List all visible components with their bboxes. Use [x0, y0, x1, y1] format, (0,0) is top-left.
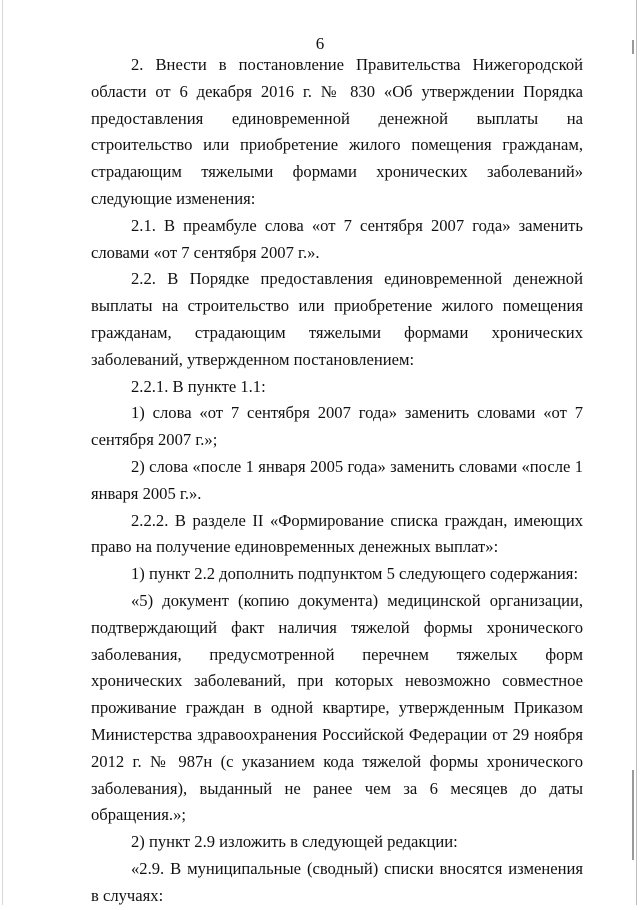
subitem-1-point-2-2: 1) пункт 2.2 дополнить подпунктом 5 следующего содержания:	[131, 564, 579, 584]
paragraph-2: 2. Внести в постановление Правительства Нижегородской области от 6 декабря 2016 г. № 830 «Об утверждении Порядка предоставления единовременной денежной выплаты на строительство или приобретение жилого помещения гражданам, страдающим тяжелыми формами хронических заболеваний» следующие изменения:	[91, 55, 583, 208]
scan-left-edge	[2, 0, 3, 905]
subitem-1-dates: 1) слова «от 7 сентября 2007 года» заменить словами «от 7 сентября 2007 г.»;	[91, 403, 583, 450]
document-body	[91, 52, 583, 910]
paragraph-2-1: 2.1. В преамбуле слова «от 7 сентября 2007 года» заменить словами «от 7 сентября 2007 г.».	[91, 215, 583, 262]
quoted-point-2-9: «2.9. В муниципальные (сводный) списки вносятся изменения в случаях:	[91, 858, 583, 905]
paragraph-2-2-1: 2.2.1. В пункте 1.1:	[131, 376, 266, 396]
scan-artifact-mark	[632, 770, 634, 860]
subitem-2-dates: 2) слова «после 1 января 2005 года» заменить словами «после 1 января 2005 г.».	[91, 456, 583, 503]
paragraph-2-2: 2.2. В Порядке предоставления единовременной денежной выплаты на строительство или приобретение жилого помещения гражданам, страдающим тяжелыми формами хронических заболеваний, утвержденном постановлением:	[91, 269, 583, 369]
subitem-2-point-2-9: 2) пункт 2.9 изложить в следующей редакции:	[131, 832, 458, 852]
scan-right-edge	[636, 0, 637, 905]
paragraph-2-2-2: 2.2.2. В разделе II «Формирование списка граждан, имеющих право на получение единовременных денежных выплат»:	[91, 510, 583, 557]
page-number: 6	[315, 34, 325, 53]
quoted-subitem-5: «5) документ (копию документа) медицинской организации, подтверждающий факт наличия тяжелой формы хронического заболевания, предусмотренной перечнем тяжелых форм хронических заболеваний, при которых невозможно совместное проживание граждан в одной квартире, утвержденным Приказом Министерства здравоохранения Российской Федерации от 29 ноября 2012 г. № 987н (с указанием кода тяжелой формы хронического заболевания), выданный не ранее чем за 6 месяцев до даты обращения.»;	[91, 590, 583, 825]
